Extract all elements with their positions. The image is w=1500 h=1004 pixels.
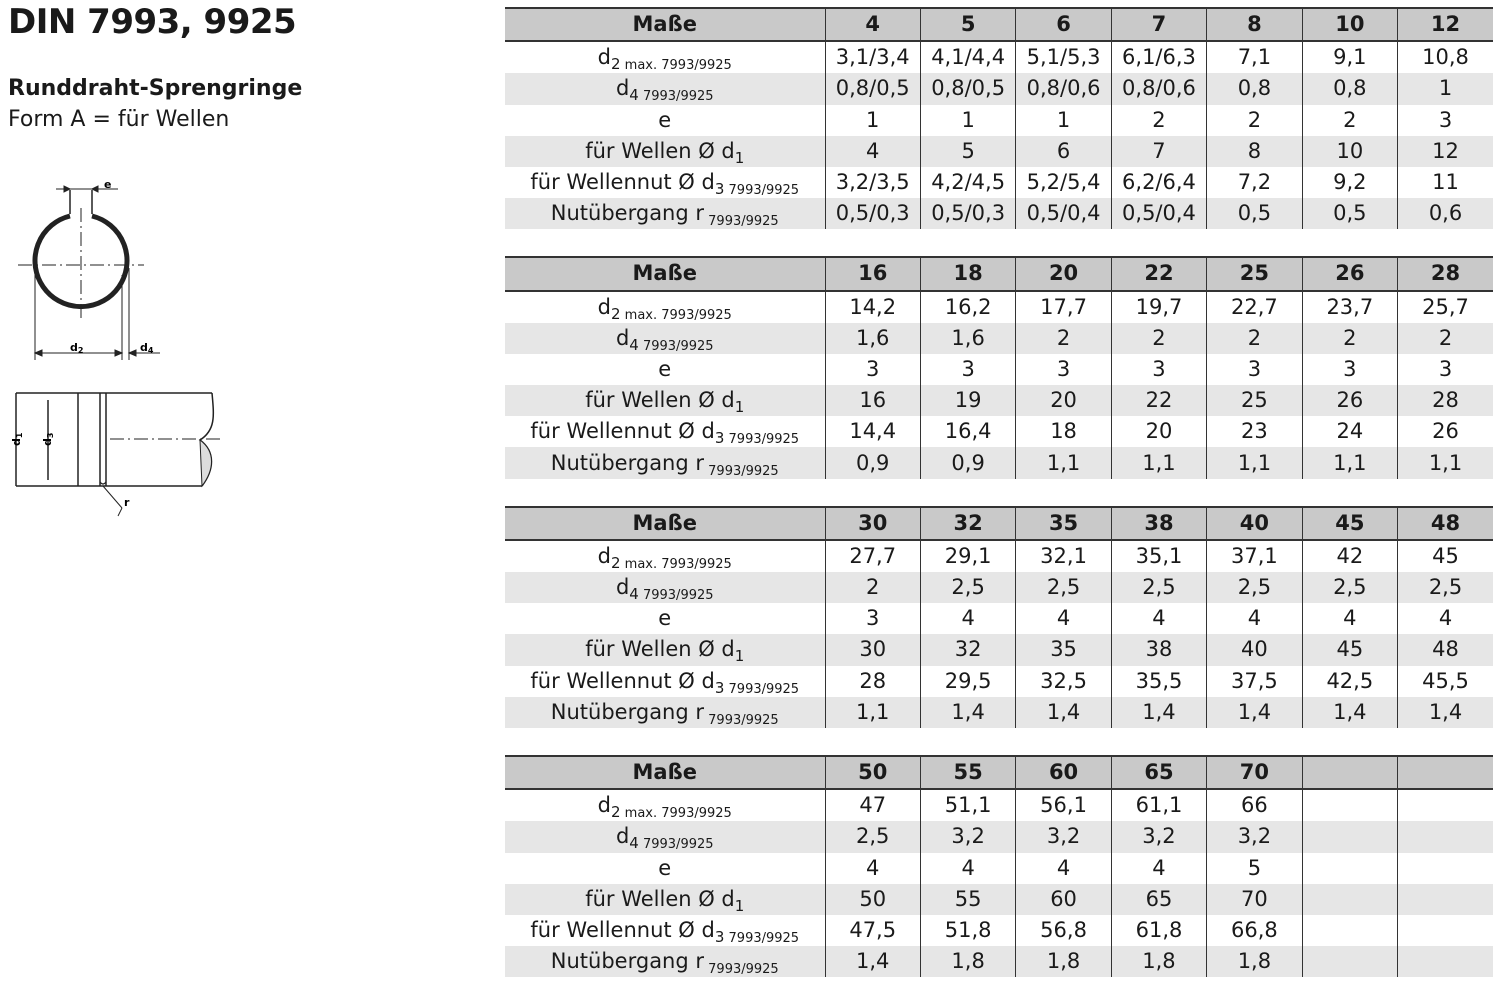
row-label: $d_{4 7993/9925}$ xyxy=(505,821,825,852)
table-cell: 9,2 xyxy=(1302,167,1397,198)
table-cell xyxy=(1398,789,1493,821)
table-cell: 1,1 xyxy=(1398,447,1493,478)
row-label: $d_{4 7993/9925}$ xyxy=(505,323,825,354)
size-header: 55 xyxy=(920,756,1015,789)
table-cell: 2,5 xyxy=(1111,572,1206,603)
table-cell: 4 xyxy=(1016,853,1111,884)
table-cell: 0,6 xyxy=(1398,198,1493,229)
table-cell: 1 xyxy=(920,105,1015,136)
row-label: e xyxy=(658,356,672,381)
table-cell: 35,5 xyxy=(1111,666,1206,697)
table-cell: 51,1 xyxy=(920,789,1015,821)
table-cell: 56,1 xyxy=(1016,789,1111,821)
table-row xyxy=(505,447,1493,478)
size-header: 6 xyxy=(1016,8,1111,41)
label-d3: d3 xyxy=(41,432,55,446)
row-label: $d_{4 7993/9925}$ xyxy=(505,572,825,603)
table-cell: 3,2 xyxy=(1207,821,1302,852)
size-header: 35 xyxy=(1016,507,1111,540)
table-cell: 1,8 xyxy=(1207,946,1302,977)
row-label: für Wellen Ø $d_1$ xyxy=(505,884,825,915)
table-cell: 42,5 xyxy=(1302,666,1397,697)
size-header: 40 xyxy=(1207,507,1302,540)
table-cell: 1,4 xyxy=(1302,697,1397,728)
dimension-table xyxy=(505,755,1493,977)
shaft-drawing xyxy=(16,393,222,516)
table-cell: 47 xyxy=(825,789,920,821)
table-cell: 12 xyxy=(1398,136,1493,167)
label-e: e xyxy=(104,178,112,191)
table-cell: 0,5/0,4 xyxy=(1111,198,1206,229)
table-cell: 6 xyxy=(1016,136,1111,167)
table-cell: 2 xyxy=(1207,105,1302,136)
size-header: 45 xyxy=(1302,507,1397,540)
table-cell: 28 xyxy=(1398,385,1493,416)
table-cell: 22,7 xyxy=(1207,291,1302,323)
row-label: e xyxy=(658,855,672,880)
table-cell: 61,8 xyxy=(1111,915,1206,946)
table-cell xyxy=(1302,853,1397,884)
table-cell: 65 xyxy=(1111,884,1206,915)
table-cell: 32,1 xyxy=(1016,540,1111,572)
label-r: r xyxy=(124,496,130,509)
table-cell: 55 xyxy=(920,884,1015,915)
table-cell: 0,5/0,3 xyxy=(920,198,1015,229)
table-cell: 2 xyxy=(1111,105,1206,136)
table-row xyxy=(505,821,1493,852)
table-cell: 1,8 xyxy=(1111,946,1206,977)
table-cell: 3,2 xyxy=(1111,821,1206,852)
table-cell: 2 xyxy=(1398,323,1493,354)
table-cell: 1 xyxy=(1016,105,1111,136)
table-cell: 38 xyxy=(1111,634,1206,665)
table-cell: 17,7 xyxy=(1016,291,1111,323)
table-cell: 1,4 xyxy=(920,697,1015,728)
table-cell: 4 xyxy=(1111,853,1206,884)
table-cell: 32 xyxy=(920,634,1015,665)
table-cell xyxy=(1398,915,1493,946)
size-header xyxy=(1302,756,1397,789)
table-cell xyxy=(1302,946,1397,977)
table-cell: 22 xyxy=(1111,385,1206,416)
table-row xyxy=(505,915,1493,946)
table-cell: 2 xyxy=(1207,323,1302,354)
size-header xyxy=(1398,756,1493,789)
table-cell: 51,8 xyxy=(920,915,1015,946)
row-label: $d_{2 max. 7993/9925}$ xyxy=(597,45,732,74)
table-cell: 16 xyxy=(825,385,920,416)
table-cell: 0,5/0,3 xyxy=(825,198,920,229)
table-cell xyxy=(1398,946,1493,977)
table-cell: 1,4 xyxy=(1207,697,1302,728)
table-cell: 3 xyxy=(1207,354,1302,385)
table-cell: 1,1 xyxy=(1111,447,1206,478)
label-d1: d1 xyxy=(10,432,24,446)
size-header: 48 xyxy=(1398,507,1493,540)
size-header: 5 xyxy=(920,8,1015,41)
table-cell: 2 xyxy=(825,572,920,603)
table-row xyxy=(505,540,1493,572)
row-label: für Wellennut Ø $d_{3 7993/9925}$ xyxy=(530,668,800,697)
table-cell: 48 xyxy=(1398,634,1493,665)
table-row xyxy=(505,385,1493,416)
table-cell: 24 xyxy=(1302,416,1397,447)
table-cell: 18 xyxy=(1016,416,1111,447)
table-cell: 3,2 xyxy=(920,821,1015,852)
size-header: 65 xyxy=(1111,756,1206,789)
table-cell: 40 xyxy=(1207,634,1302,665)
size-header: 8 xyxy=(1207,8,1302,41)
table-cell: 26 xyxy=(1398,416,1493,447)
table-row xyxy=(505,198,1493,229)
table-cell: 1,1 xyxy=(825,697,920,728)
table-cell: 0,8/0,5 xyxy=(825,73,920,104)
snap-ring-drawing xyxy=(18,186,160,360)
table-row xyxy=(505,946,1493,977)
label-d2: d2 xyxy=(70,341,84,355)
table-cell: 1 xyxy=(1398,73,1493,104)
page-title: DIN 7993, 9925 xyxy=(8,2,297,42)
row-label: $d_{2 max. 7993/9925}$ xyxy=(597,543,732,572)
size-header: 28 xyxy=(1398,257,1493,290)
table-cell: 45,5 xyxy=(1398,666,1493,697)
table-cell: 0,5 xyxy=(1302,198,1397,229)
size-header: 4 xyxy=(825,8,920,41)
row-label: e xyxy=(658,606,672,631)
table-cell: 29,5 xyxy=(920,666,1015,697)
dimension-table xyxy=(505,506,1493,728)
table-cell: 20 xyxy=(1016,385,1111,416)
table-cell xyxy=(1302,821,1397,852)
table-cell: 0,8/0,6 xyxy=(1016,73,1111,104)
table-cell: 14,2 xyxy=(825,291,920,323)
size-header: 16 xyxy=(825,257,920,290)
table-cell: 5 xyxy=(1207,853,1302,884)
row-label: $d_{2 max. 7993/9925}$ xyxy=(597,294,732,323)
table-cell: 1,4 xyxy=(825,946,920,977)
table-cell: 0,8/0,5 xyxy=(920,73,1015,104)
table-cell: 0,8 xyxy=(1302,73,1397,104)
table-cell: 26 xyxy=(1302,385,1397,416)
table-cell: 25 xyxy=(1207,385,1302,416)
row-label: Nutübergang r $_{7993/9925}$ xyxy=(505,447,825,478)
size-header: 60 xyxy=(1016,756,1111,789)
table-cell: 2,5 xyxy=(1302,572,1397,603)
table-cell xyxy=(1302,915,1397,946)
row-label: Nutübergang r $_{7993/9925}$ xyxy=(505,946,825,977)
table-cell: 4 xyxy=(920,853,1015,884)
row-label: für Wellennut Ø $d_{3 7993/9925}$ xyxy=(530,170,800,199)
table-row xyxy=(505,136,1493,167)
table-cell: 23 xyxy=(1207,416,1302,447)
table-row xyxy=(505,603,1493,634)
label-d4: d4 xyxy=(140,341,154,355)
table-cell: 56,8 xyxy=(1016,915,1111,946)
table-cell: 3,2/3,5 xyxy=(825,167,920,198)
table-cell: 1,8 xyxy=(1016,946,1111,977)
table-cell: 27,7 xyxy=(825,540,920,572)
table-cell: 10,8 xyxy=(1398,41,1493,73)
size-header: 22 xyxy=(1111,257,1206,290)
dimension-tables xyxy=(505,7,1493,1004)
table-cell: 4 xyxy=(1207,603,1302,634)
table-cell: 3 xyxy=(1398,105,1493,136)
form-description: Form A = für Wellen xyxy=(8,107,230,132)
size-header: 18 xyxy=(920,257,1015,290)
table-cell: 47,5 xyxy=(825,915,920,946)
table-cell: 1,1 xyxy=(1207,447,1302,478)
table-cell: 3,1/3,4 xyxy=(825,41,920,73)
row-label: für Wellennut Ø $d_{3 7993/9925}$ xyxy=(530,419,800,448)
table-cell: 2 xyxy=(1111,323,1206,354)
table-cell: 50 xyxy=(825,884,920,915)
table-cell: 37,5 xyxy=(1207,666,1302,697)
table-row xyxy=(505,105,1493,136)
table-cell: 1,4 xyxy=(1016,697,1111,728)
table-cell: 35,1 xyxy=(1111,540,1206,572)
table-cell: 0,8/0,6 xyxy=(1111,73,1206,104)
table-cell: 45 xyxy=(1302,634,1397,665)
table-cell: 19 xyxy=(920,385,1015,416)
size-header: 70 xyxy=(1207,756,1302,789)
table-row xyxy=(505,634,1493,665)
table-cell: 1,4 xyxy=(1111,697,1206,728)
table-cell: 3 xyxy=(825,354,920,385)
table-cell: 0,5/0,4 xyxy=(1016,198,1111,229)
table-cell: 10 xyxy=(1302,136,1397,167)
table-cell xyxy=(1398,884,1493,915)
size-header: 7 xyxy=(1111,8,1206,41)
table-cell: 0,5 xyxy=(1207,198,1302,229)
table-cell: 2,5 xyxy=(825,821,920,852)
table-row xyxy=(505,884,1493,915)
table-cell: 32,5 xyxy=(1016,666,1111,697)
table-cell xyxy=(1302,884,1397,915)
table-cell: 5,1/5,3 xyxy=(1016,41,1111,73)
dimension-table xyxy=(505,256,1493,478)
table-cell: 0,8 xyxy=(1207,73,1302,104)
table-row xyxy=(505,789,1493,821)
table-cell: 0,9 xyxy=(825,447,920,478)
table-cell: 19,7 xyxy=(1111,291,1206,323)
header-label: Maße xyxy=(505,8,825,41)
table-cell: 7 xyxy=(1111,136,1206,167)
table-row xyxy=(505,41,1493,73)
dimension-table xyxy=(505,7,1493,229)
table-cell: 3 xyxy=(1111,354,1206,385)
table-cell: 14,4 xyxy=(825,416,920,447)
table-cell: 23,7 xyxy=(1302,291,1397,323)
size-header: 32 xyxy=(920,507,1015,540)
table-cell: 4 xyxy=(825,853,920,884)
table-cell: 7,1 xyxy=(1207,41,1302,73)
table-cell: 1 xyxy=(825,105,920,136)
row-label: für Wellen Ø $d_1$ xyxy=(505,634,825,665)
table-cell: 45 xyxy=(1398,540,1493,572)
table-row xyxy=(505,666,1493,697)
table-cell: 9,1 xyxy=(1302,41,1397,73)
row-label: e xyxy=(658,107,672,132)
table-cell xyxy=(1398,853,1493,884)
table-cell: 3 xyxy=(825,603,920,634)
row-label: für Wellen Ø $d_1$ xyxy=(505,385,825,416)
size-header: 12 xyxy=(1398,8,1493,41)
table-cell: 1,1 xyxy=(1016,447,1111,478)
table-cell: 2,5 xyxy=(1207,572,1302,603)
table-cell: 5,2/5,4 xyxy=(1016,167,1111,198)
size-header: 26 xyxy=(1302,257,1397,290)
table-row xyxy=(505,73,1493,104)
table-cell: 4,2/4,5 xyxy=(920,167,1015,198)
table-cell: 16,4 xyxy=(920,416,1015,447)
table-row xyxy=(505,291,1493,323)
table-cell: 3 xyxy=(1016,354,1111,385)
table-cell: 20 xyxy=(1111,416,1206,447)
row-label: Nutübergang r $_{7993/9925}$ xyxy=(505,697,825,728)
table-cell: 35 xyxy=(1016,634,1111,665)
table-cell: 4 xyxy=(1302,603,1397,634)
table-cell: 1,6 xyxy=(920,323,1015,354)
table-cell: 1,6 xyxy=(825,323,920,354)
table-row xyxy=(505,697,1493,728)
table-cell: 3,2 xyxy=(1016,821,1111,852)
table-cell: 2,5 xyxy=(1398,572,1493,603)
table-cell: 2 xyxy=(1016,323,1111,354)
table-cell: 37,1 xyxy=(1207,540,1302,572)
table-cell: 4 xyxy=(1016,603,1111,634)
table-cell: 2 xyxy=(1302,323,1397,354)
table-cell: 1,4 xyxy=(1398,697,1493,728)
row-label: $d_{2 max. 7993/9925}$ xyxy=(597,793,732,822)
header-label: Maße xyxy=(505,756,825,789)
table-cell: 3 xyxy=(1302,354,1397,385)
table-cell: 42 xyxy=(1302,540,1397,572)
size-header: 25 xyxy=(1207,257,1302,290)
table-cell xyxy=(1302,789,1397,821)
table-cell: 8 xyxy=(1207,136,1302,167)
row-label: für Wellennut Ø $d_{3 7993/9925}$ xyxy=(530,917,800,946)
table-cell: 3 xyxy=(920,354,1015,385)
row-label: $d_{4 7993/9925}$ xyxy=(505,73,825,104)
table-row xyxy=(505,416,1493,447)
table-cell: 4 xyxy=(920,603,1015,634)
table-cell: 2,5 xyxy=(1016,572,1111,603)
technical-drawing xyxy=(0,170,230,520)
table-cell: 1,1 xyxy=(1302,447,1397,478)
table-row xyxy=(505,354,1493,385)
size-header: 10 xyxy=(1302,8,1397,41)
table-cell: 30 xyxy=(825,634,920,665)
table-row xyxy=(505,853,1493,884)
table-cell: 61,1 xyxy=(1111,789,1206,821)
table-cell: 0,9 xyxy=(920,447,1015,478)
table-cell: 25,7 xyxy=(1398,291,1493,323)
table-cell: 6,1/6,3 xyxy=(1111,41,1206,73)
table-cell: 28 xyxy=(825,666,920,697)
table-row xyxy=(505,323,1493,354)
table-cell: 60 xyxy=(1016,884,1111,915)
table-cell: 5 xyxy=(920,136,1015,167)
row-label: für Wellen Ø $d_1$ xyxy=(505,136,825,167)
table-cell: 66,8 xyxy=(1207,915,1302,946)
table-cell: 70 xyxy=(1207,884,1302,915)
table-cell: 29,1 xyxy=(920,540,1015,572)
table-cell: 6,2/6,4 xyxy=(1111,167,1206,198)
table-cell: 4,1/4,4 xyxy=(920,41,1015,73)
size-header: 38 xyxy=(1111,507,1206,540)
size-header: 50 xyxy=(825,756,920,789)
size-header: 20 xyxy=(1016,257,1111,290)
table-cell: 66 xyxy=(1207,789,1302,821)
header-label: Maße xyxy=(505,257,825,290)
header-label: Maße xyxy=(505,507,825,540)
row-label: Nutübergang r $_{7993/9925}$ xyxy=(505,198,825,229)
table-cell: 11 xyxy=(1398,167,1493,198)
table-cell: 4 xyxy=(825,136,920,167)
table-cell: 2 xyxy=(1302,105,1397,136)
table-cell: 3 xyxy=(1398,354,1493,385)
table-cell: 1,8 xyxy=(920,946,1015,977)
table-cell xyxy=(1398,821,1493,852)
table-cell: 4 xyxy=(1111,603,1206,634)
size-header: 30 xyxy=(825,507,920,540)
table-cell: 4 xyxy=(1398,603,1493,634)
table-cell: 7,2 xyxy=(1207,167,1302,198)
table-row xyxy=(505,572,1493,603)
table-cell: 16,2 xyxy=(920,291,1015,323)
table-row xyxy=(505,167,1493,198)
product-subtitle: Runddraht-Sprengringe xyxy=(8,76,303,101)
table-cell: 2,5 xyxy=(920,572,1015,603)
